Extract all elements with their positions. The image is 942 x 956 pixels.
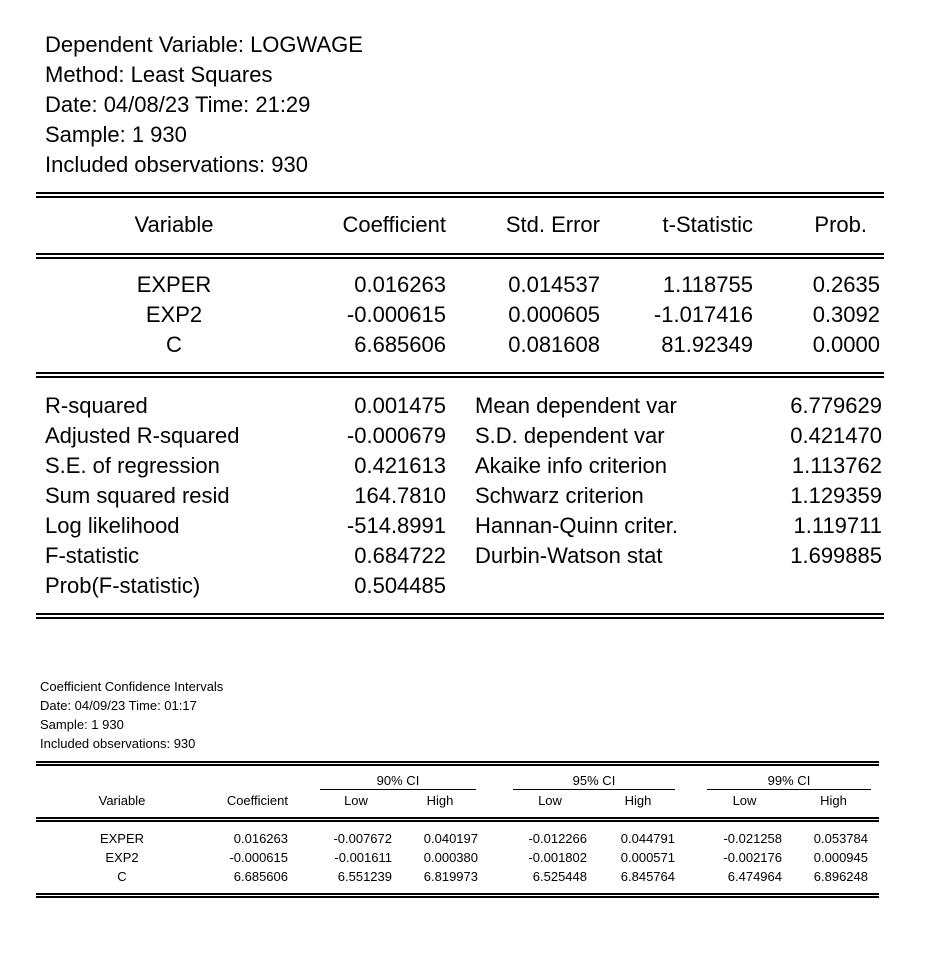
stat-value: 0.684722 (354, 543, 446, 568)
ci-observations-line: Included observations: 930 (40, 736, 196, 751)
std-error-value: 0.014537 (508, 272, 600, 297)
ci-sample-line: Sample: 1 930 (40, 717, 124, 732)
ci-col-variable: Variable (98, 793, 146, 808)
stat-label: Schwarz criterion (475, 483, 644, 508)
ci-col-low-95: Low (538, 793, 562, 808)
stat-label: Prob(F-statistic) (45, 573, 201, 598)
ci-group-99: 99% CI (767, 773, 811, 788)
ci-high-99: 0.053784 (813, 831, 868, 846)
ci-low-95: -0.012266 (528, 831, 587, 846)
variable-name: EXP2 (145, 302, 203, 327)
ci-low-99: -0.021258 (723, 831, 782, 846)
ci-group-90: 90% CI (376, 773, 420, 788)
col-header-coefficient: Coefficient (342, 212, 446, 237)
stat-label: Adjusted R-squared (45, 423, 240, 448)
variable-name: C (166, 332, 182, 357)
sample-line: Sample: 1 930 (45, 122, 187, 147)
stat-value: 0.421470 (790, 423, 882, 448)
stat-value: 1.119711 (793, 513, 882, 538)
stat-value: 0.504485 (354, 573, 446, 598)
ci-high-95: 0.044791 (620, 831, 675, 846)
ci-date-time-line: Date: 04/09/23 Time: 01:17 (40, 698, 197, 713)
stat-value: 1.113762 (791, 453, 882, 478)
ci-low-99: -0.002176 (723, 850, 782, 865)
stat-value: 1.129359 (790, 483, 882, 508)
stat-value: 6.779629 (790, 393, 882, 418)
ci-high-90: 0.040197 (423, 831, 478, 846)
t-statistic-value: 81.92349 (661, 332, 753, 357)
col-header-std-error: Std. Error (505, 212, 600, 237)
coefficient-value: -0.000615 (346, 302, 446, 327)
ci-high-90: 0.000380 (423, 850, 478, 865)
coefficient-value: -0.000615 (229, 850, 288, 865)
std-error-value: 0.000605 (508, 302, 600, 327)
stat-value: -0.000679 (346, 423, 446, 448)
variable-name: EXP2 (105, 850, 139, 865)
prob-value: 0.2635 (812, 272, 880, 297)
variable-name: C (117, 869, 127, 884)
std-error-value: 0.081608 (508, 332, 600, 357)
ci-group-90-underline (320, 789, 476, 790)
ci-low-95: -0.001802 (528, 850, 587, 865)
ci-high-90: 6.819973 (423, 869, 478, 884)
stat-value: 1.699885 (790, 543, 882, 568)
stat-label: F-statistic (45, 543, 140, 568)
ci-bottom-rule (36, 893, 879, 898)
ci-low-99: 6.474964 (727, 869, 782, 884)
ci-high-95: 6.845764 (620, 869, 675, 884)
t-statistic-value: 1.118755 (662, 272, 753, 297)
dependent-variable-line: Dependent Variable: LOGWAGE (45, 32, 363, 57)
ci-title: Coefficient Confidence Intervals (40, 679, 224, 694)
ci-group-95: 95% CI (572, 773, 616, 788)
ci-group-95-underline (513, 789, 675, 790)
table-top-rule (36, 192, 884, 198)
stat-label: Hannan-Quinn criter. (475, 513, 678, 538)
ci-group-99-underline (707, 789, 871, 790)
stat-label: R-squared (45, 393, 148, 418)
t-statistic-value: -1.017416 (653, 302, 753, 327)
coefficient-value: 0.016263 (233, 831, 288, 846)
col-header-variable: Variable (134, 212, 214, 237)
ci-col-low-90: Low (344, 793, 368, 808)
ci-high-95: 0.000571 (620, 850, 675, 865)
variable-name: EXPER (136, 272, 212, 297)
col-header-t-statistic: t-Statistic (662, 212, 753, 237)
ci-high-99: 6.896248 (813, 869, 868, 884)
ci-col-high-95: High (624, 793, 652, 808)
ci-low-90: -0.001611 (334, 850, 392, 865)
variable-name: EXPER (99, 831, 145, 846)
stat-value: 164.7810 (354, 483, 446, 508)
coefficient-value: 6.685606 (233, 869, 288, 884)
ci-low-95: 6.525448 (532, 869, 587, 884)
stat-label: Akaike info criterion (475, 453, 667, 478)
ci-low-90: -0.007672 (333, 831, 392, 846)
stat-label: Durbin-Watson stat (475, 543, 663, 568)
prob-value: 0.3092 (812, 302, 880, 327)
ci-col-high-90: High (426, 793, 454, 808)
col-header-prob: Prob. (814, 212, 867, 237)
ci-col-low-99: Low (732, 793, 757, 808)
ci-low-90: 6.551239 (337, 869, 392, 884)
stat-label: S.E. of regression (45, 453, 220, 478)
ci-header-rule (36, 817, 879, 822)
date-time-line: Date: 04/08/23 Time: 21:29 (45, 92, 311, 117)
stats-rule (36, 372, 884, 378)
stat-label: Sum squared resid (45, 483, 230, 508)
stat-label: Mean dependent var (475, 393, 677, 418)
ci-col-coefficient: Coefficient (226, 793, 288, 808)
method-line: Method: Least Squares (45, 62, 273, 87)
ci-col-high-99: High (820, 793, 847, 808)
coefficient-value: 0.016263 (354, 272, 446, 297)
observations-line: Included observations: 930 (45, 152, 308, 177)
stat-value: 0.001475 (354, 393, 446, 418)
ci-top-rule (36, 761, 879, 766)
header-rule (36, 253, 884, 259)
ci-high-99: 0.000945 (813, 850, 868, 865)
table-bottom-rule (36, 613, 884, 619)
prob-value: 0.0000 (812, 332, 880, 357)
stat-value: 0.421613 (354, 453, 446, 478)
coefficient-value: 6.685606 (354, 332, 446, 357)
stat-value: -514.8991 (346, 513, 446, 538)
stat-label: S.D. dependent var (475, 423, 665, 448)
stat-label: Log likelihood (45, 513, 180, 538)
